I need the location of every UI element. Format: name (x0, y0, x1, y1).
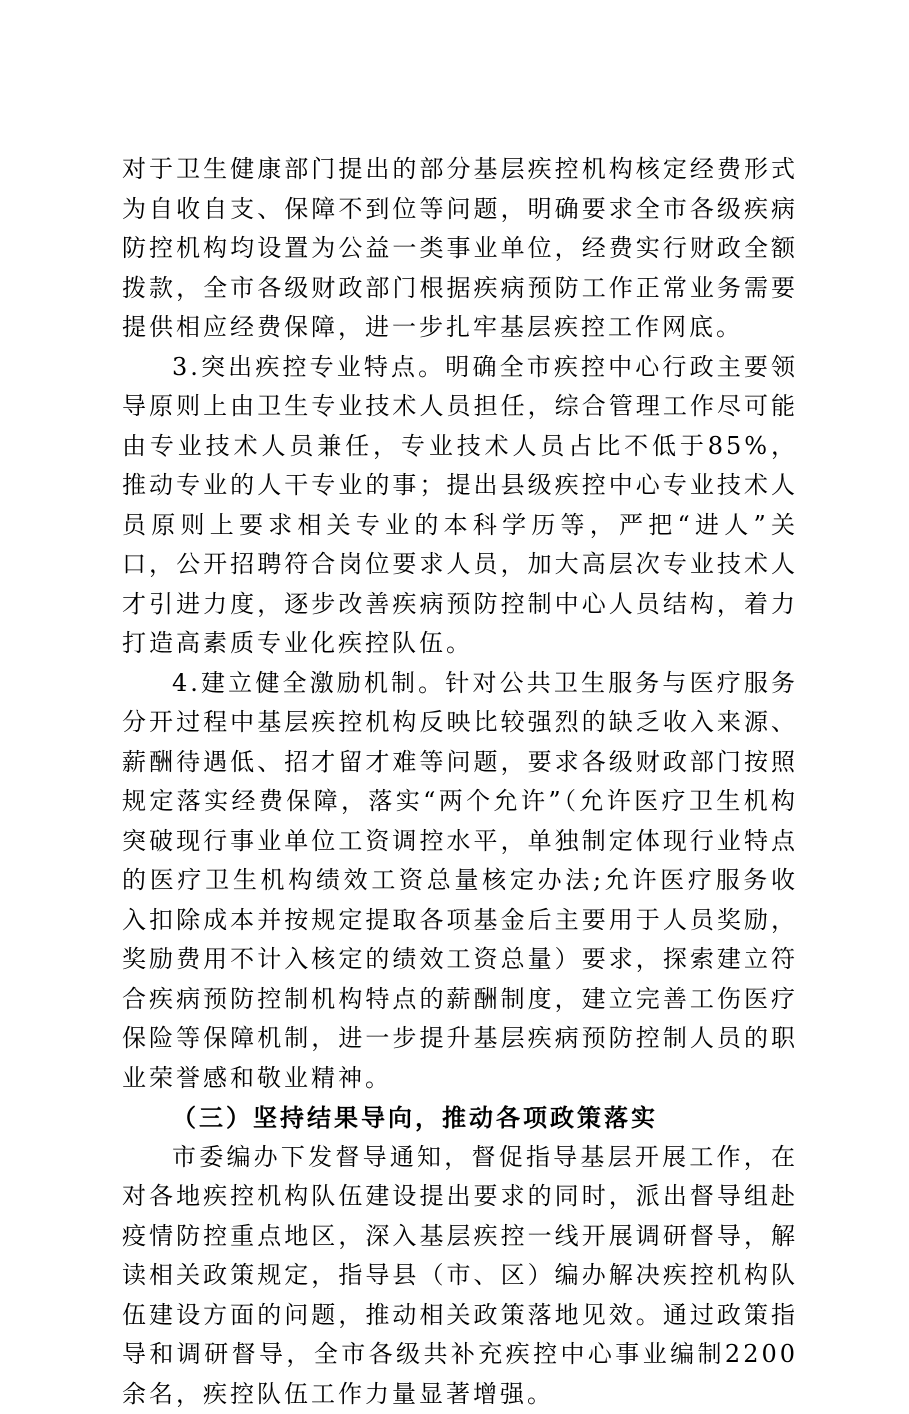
paragraph-item-4-incentive-mechanism: 4.建立健全激励机制。针对公共卫生服务与医疗服务分开过程中基层疾控机构反映比较强烈的缺乏收入来源、薪酬待遇低、招才留才难等问题，要求各级财政部门按照规定落实经费保障，落实“两个允许”（允许医疗卫生机构突破现行事业单位工资调控水平，单独制定体现行业特点的医疗卫生机构绩效工资总量核定办法;允许医疗服务收入扣除成本并按规定提取各项基金后主要用于人员奖励，奖励费用不计入核定的绩效工资总量）要求，探索建立符合疾病预防控制机构特点的薪酬制度，建立完善工伤医疗保险等保障机制，进一步提升基层疾病预防控制人员的职业荣誉感和敬业精神。 (122, 664, 798, 1099)
paragraph-funding-guarantee: 对于卫生健康部门提出的部分基层疾控机构核定经费形式为自收自支、保障不到位等问题，明确要求全市各级疾病防控机构均设置为公益一类事业单位，经费实行财政全额拨款，全市各级财政部门根据疾病预防工作正常业务需要提供相应经费保障，进一步扎牢基层疾控工作网底。 (122, 150, 798, 348)
document-body (122, 150, 798, 1414)
paragraph-supervision: 市委编办下发督导通知，督促指导基层开展工作，在对各地疾控机构队伍建设提出要求的同时，派出督导组赴疫情防控重点地区，深入基层疾控一线开展调研督导，解读相关政策规定，指导县（市、区）编办解决疾控机构队伍建设方面的问题，推动相关政策落地见效。通过政策指导和调研督导，全市各级共补充疾控中心事业编制2200余名，疾控队伍工作力量显著增强。 (122, 1138, 798, 1414)
paragraph-item-3-professional-features: 3.突出疾控专业特点。明确全市疾控中心行政主要领导原则上由卫生专业技术人员担任，综合管理工作尽可能由专业技术人员兼任，专业技术人员占比不低于85%，推动专业的人干专业的事；提出县级疾控中心专业技术人员原则上要求相关专业的本科学历等，严把“进人”关口，公开招聘符合岗位要求人员，加大高层次专业技术人才引进力度，逐步改善疾病预防控制中心人员结构，着力打造高素质专业化疾控队伍。 (122, 348, 798, 664)
section-heading-3: （三）坚持结果导向，推动各项政策落实 (122, 1098, 798, 1138)
